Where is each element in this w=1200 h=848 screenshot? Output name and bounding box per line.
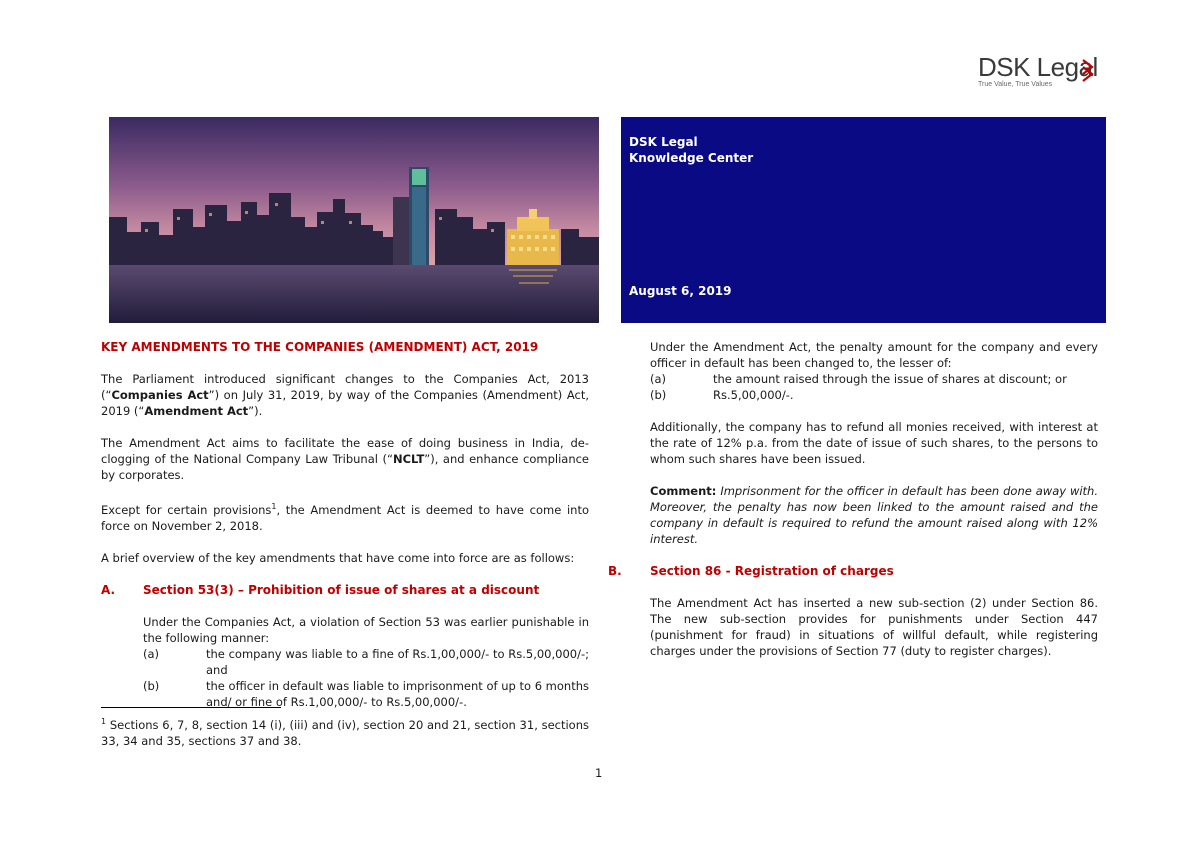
logo-tagline: True Value, True Values [978, 81, 1053, 88]
section-a-item-a: (a) the company was liable to a fine of Rs.1,00,000/- to Rs.5,00,000/-; and [143, 646, 589, 677]
banner-org: DSK Legal [629, 135, 698, 149]
comment-paragraph: Comment: Imprisonment for the officer in default has been done away with. Moreover, the penalty has now been linked to the amount raised and the company in default is required to refund the amount raised along with 12% interest. [650, 484, 1099, 546]
city-skyline-photo [109, 117, 599, 323]
left-column [101, 339, 589, 710]
section-a-paragraph: Under the Companies Act, a violation of Section 53 was earlier punishable in the following manner: [143, 614, 589, 645]
footnote: $^1$ Sections 6, 7, 8, section 14 (i), (iii) and (iv), section 20 and 21, section 31, sections 33, 34 and 35, sections 37 and 38. [101, 717, 589, 748]
section-a-heading: A. Section 53(3) – Prohibition of issue of shares at a discount [101, 582, 540, 597]
penalty-item-a: (a) the amount raised through the issue of shares at discount; or [650, 372, 1067, 386]
section-b-paragraph: The Amendment Act has inserted a new sub-section (2) under Section 86. The new sub-section provides for punishments under Section 447 (punishment for fraud) in situations of willful default, while registering charges under the provisions of Section 77 (duty to register charges). [650, 596, 1098, 658]
logo-wordmark: DSK Legal [978, 52, 1098, 82]
dsk-legal-logo [978, 52, 1098, 92]
right-column [608, 339, 1099, 659]
intro-paragraph-3: Except for certain provisions$^1$, the Amendment Act is deemed to have come into force on November 2, 2018. [101, 502, 589, 533]
banner-date: August 6, 2019 [629, 284, 732, 298]
intro-paragraph-4: A brief overview of the key amendments that have come into force are as follows: [101, 550, 575, 565]
refund-paragraph: Additionally, the company has to refund all monies received, with interest at the rate of 12% p.a. from the date of issue of such shares, to the persons to whom such shares have been issued. [650, 420, 1098, 466]
logo-chevron-icon [1081, 58, 1095, 82]
page-number: 1 [595, 766, 603, 780]
section-a-item-b: (b) the officer in default was liable to imprisonment of up to 6 months and/ or fine of Rs.1,00,000/- to Rs.5,00,000/-. [143, 678, 589, 709]
intro-paragraph-2: The Amendment Act aims to facilitate the ease of doing business in India, de-clogging of the National Company Law Tribunal (“NCLT”), and enhance compliance by corporates. [101, 436, 590, 482]
penalty-item-b: (b) Rs.5,00,000/-. [650, 388, 794, 402]
intro-paragraph-1: The Parliament introduced significant changes to the Companies Act, 2013 (“Companies Act”) on July 31, 2019, by way of the Companies (Amendment) Act, 2019 (“Amendment Act”). [101, 372, 589, 418]
section-a-continuation: Under the Amendment Act, the penalty amount for the company and every officer in default has been changed to, the lesser of: [650, 340, 1098, 370]
footnote-reference[interactable]: 1 [271, 502, 277, 511]
section-b-heading: B. Section 86 - Registration of charges [608, 564, 894, 578]
knowledge-center-banner [621, 117, 1106, 323]
footnote-separator [101, 707, 281, 708]
document-title: KEY AMENDMENTS TO THE COMPANIES (AMENDMENT) ACT, 2019 [101, 340, 539, 354]
banner-subtitle: Knowledge Center [629, 151, 754, 165]
